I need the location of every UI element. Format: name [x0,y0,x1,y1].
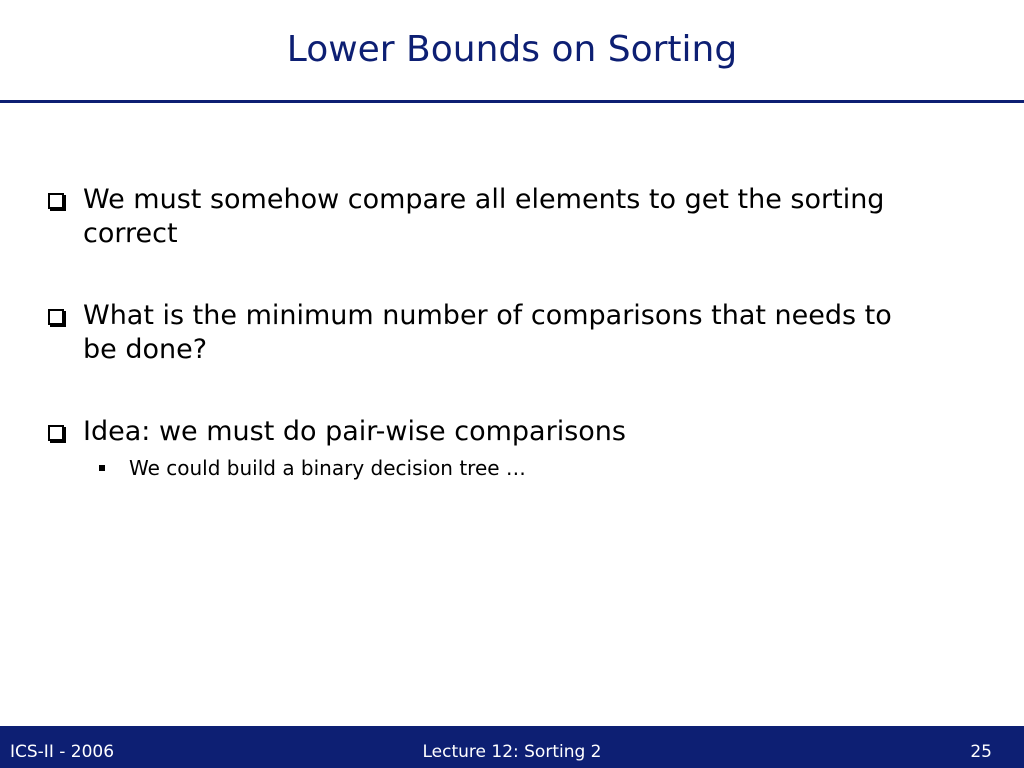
slide-title: Lower Bounds on Sorting [286,29,738,70]
title-divider [0,100,1024,103]
square-bullet-icon [99,465,105,471]
footer-lecture: Lecture 12: Sorting 2 [422,742,602,762]
sub-bullet-item [46,453,926,483]
bullet-text: We must somehow compare all elements to get the sorting correct [83,184,885,249]
bullet-item [46,415,926,449]
bullet-text: Idea: we must do pair-wise comparisons [83,416,626,447]
bullet-item [46,299,926,367]
bullet-text: What is the minimum number of comparisons that needs to be done? [83,300,892,365]
sub-bullet-text: We could build a binary decision tree … [129,456,526,480]
footer-bar [0,726,1024,768]
checkbox-bullet-icon [48,193,64,209]
checkbox-bullet-icon [48,309,64,325]
slide-number: 25 [970,742,992,762]
slide-body [46,183,926,483]
footer-course: ICS-II - 2006 [10,742,115,762]
checkbox-bullet-icon [48,425,64,441]
bullet-item [46,183,926,251]
